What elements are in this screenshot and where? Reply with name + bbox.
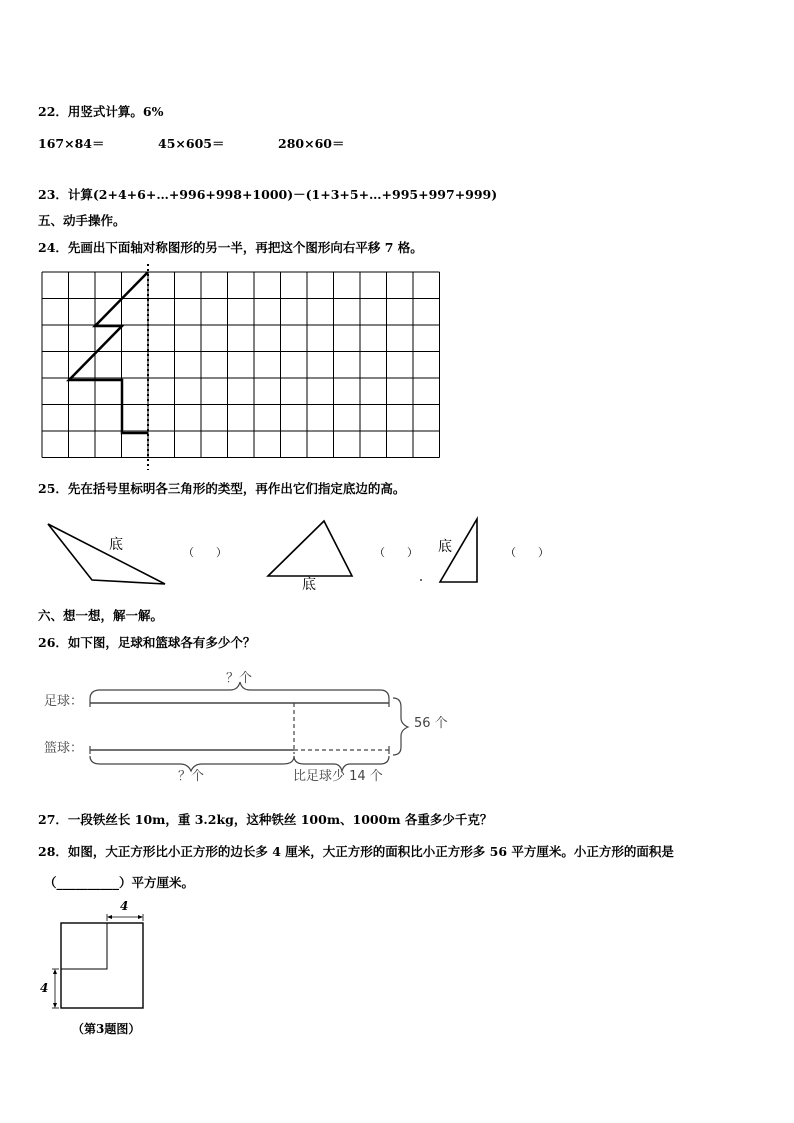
- small-square-outline: [61, 923, 107, 969]
- triangle-3-base-label: 底: [438, 539, 452, 555]
- q23-title: 23．计算(2+4+6+…+996+998+1000)－(1+3+5+…+995+997+999): [38, 187, 498, 202]
- bottom-question-label: ？个: [178, 769, 205, 784]
- top-question-label: ？个: [226, 671, 253, 686]
- q24-title: 24．先画出下面轴对称图形的另一半，再把这个图形向右平移 7 格。: [38, 240, 423, 255]
- left-dimension-value: 4: [40, 981, 49, 995]
- q28-title: 28．如图，大正方形比小正方形的边长多 4 厘米，大正方形的面积比小正方形多 56 平方厘米。小正方形的面积是: [38, 844, 674, 859]
- section6-title: 六、想一想，解一解。: [38, 608, 164, 623]
- q22-title: 22．用竖式计算。6%: [38, 104, 164, 119]
- triangle-1-answer-blank[interactable]: （ ）: [183, 546, 227, 559]
- q22-item-2: 45×605＝: [158, 136, 225, 151]
- q27-title: 27．一段铁丝长 10m，重 3.2kg，这种铁丝 100m、1000m 各重多少千克？: [38, 812, 493, 827]
- q22-item-1: 167×84＝: [38, 136, 105, 151]
- football-label: 足球：: [44, 694, 84, 709]
- triangle-1-base-label: 底: [109, 537, 123, 553]
- top-dimension-value: 4: [120, 899, 129, 913]
- large-square: [61, 923, 143, 1008]
- basketball-label: 篮球：: [44, 741, 84, 756]
- triangle-2-answer-blank[interactable]: （ ）: [374, 546, 418, 559]
- q22-item-3: 280×60＝: [278, 136, 345, 151]
- figure-caption: （第3题图）: [72, 1022, 141, 1036]
- triangle-2-base-label: 底: [302, 577, 316, 593]
- q26-title: 26．如下图，足球和篮球各有多少个？: [38, 635, 256, 650]
- difference-label: 比足球少 14 个: [293, 769, 383, 784]
- triangle-3-answer-blank[interactable]: （ ）: [505, 546, 549, 559]
- section5-title: 五、动手操作。: [38, 213, 126, 228]
- total-label: 56 个: [414, 716, 448, 731]
- q25-title: 25．先在括号里标明各三角形的类型，再作出它们指定底边的高。: [38, 481, 406, 496]
- q28-answer-line[interactable]: （__________）平方厘米。: [44, 875, 195, 890]
